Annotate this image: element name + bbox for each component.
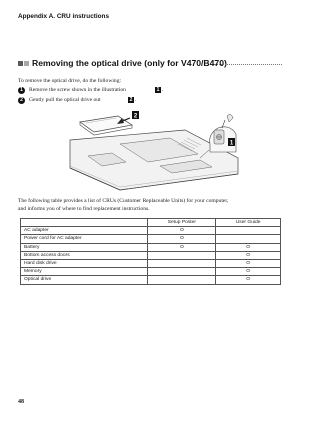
callout-badge: 1	[156, 86, 160, 93]
setup-poster-mark	[148, 259, 216, 267]
heading-dotted-rule	[214, 64, 282, 65]
setup-poster-mark	[148, 251, 216, 259]
table-row	[21, 235, 281, 243]
user-guide-mark: O	[216, 251, 281, 259]
callout-label: 1	[229, 140, 234, 147]
page-number: 48	[18, 399, 24, 405]
user-guide-mark: O	[216, 243, 281, 251]
header-cell: User Guide	[216, 219, 281, 227]
user-guide-mark: O	[216, 259, 281, 267]
setup-poster-mark	[148, 276, 216, 284]
running-head: Appendix A. CRU instructions	[18, 13, 110, 20]
cru-item: Bottom access doors	[21, 251, 148, 259]
optical-drive-illustration	[60, 110, 240, 192]
step-1	[18, 87, 188, 95]
table-intro-line-2: and informs you of where to find replacement instructions.	[18, 206, 150, 212]
setup-poster-mark: O	[148, 227, 216, 235]
table-row	[21, 268, 281, 276]
table-row	[21, 227, 281, 235]
table-row	[21, 243, 281, 251]
table-intro-line-1: The following table provides a list of CRUs (Customer Replaceable Units) for your computer,	[18, 198, 229, 204]
user-guide-mark	[216, 227, 281, 235]
callout-label: 2	[133, 113, 138, 120]
setup-poster-mark	[148, 268, 216, 276]
step-text: Gently pull the optical drive out	[29, 97, 101, 103]
step-2	[18, 97, 188, 105]
cru-item: Hard disk drive	[21, 259, 148, 267]
step-number: 1	[18, 87, 25, 94]
user-guide-mark: O	[216, 276, 281, 284]
heading-bullet-dark	[18, 61, 23, 66]
cru-item: Power cord for AC adapter	[21, 235, 148, 243]
table-row	[21, 276, 281, 284]
user-guide-mark	[216, 235, 281, 243]
intro-text: To remove the optical drive, do the following:	[18, 78, 122, 84]
cru-item: Battery	[21, 243, 148, 251]
step-number: 2	[18, 97, 25, 104]
table-row	[21, 251, 281, 259]
cru-table	[20, 218, 281, 285]
user-guide-mark: O	[216, 268, 281, 276]
cru-item: Memory	[21, 268, 148, 276]
section-heading	[18, 58, 282, 70]
header-cell	[21, 219, 148, 227]
setup-poster-mark: O	[148, 235, 216, 243]
cru-item: AC adapter	[21, 227, 148, 235]
setup-poster-mark: O	[148, 243, 216, 251]
table-header-row	[21, 219, 281, 227]
cru-item: Optical drive	[21, 276, 148, 284]
step-text: Remove the screw shown in the illustration	[29, 87, 126, 93]
heading-bullet-light	[24, 61, 29, 66]
step-period: .	[135, 97, 137, 103]
table-row	[21, 259, 281, 267]
callout-badge: 2	[129, 96, 133, 103]
section-title: Removing the optical drive (only for V470/B470)	[32, 58, 227, 68]
step-period: .	[162, 87, 164, 93]
header-cell: Setup Poster	[148, 219, 216, 227]
